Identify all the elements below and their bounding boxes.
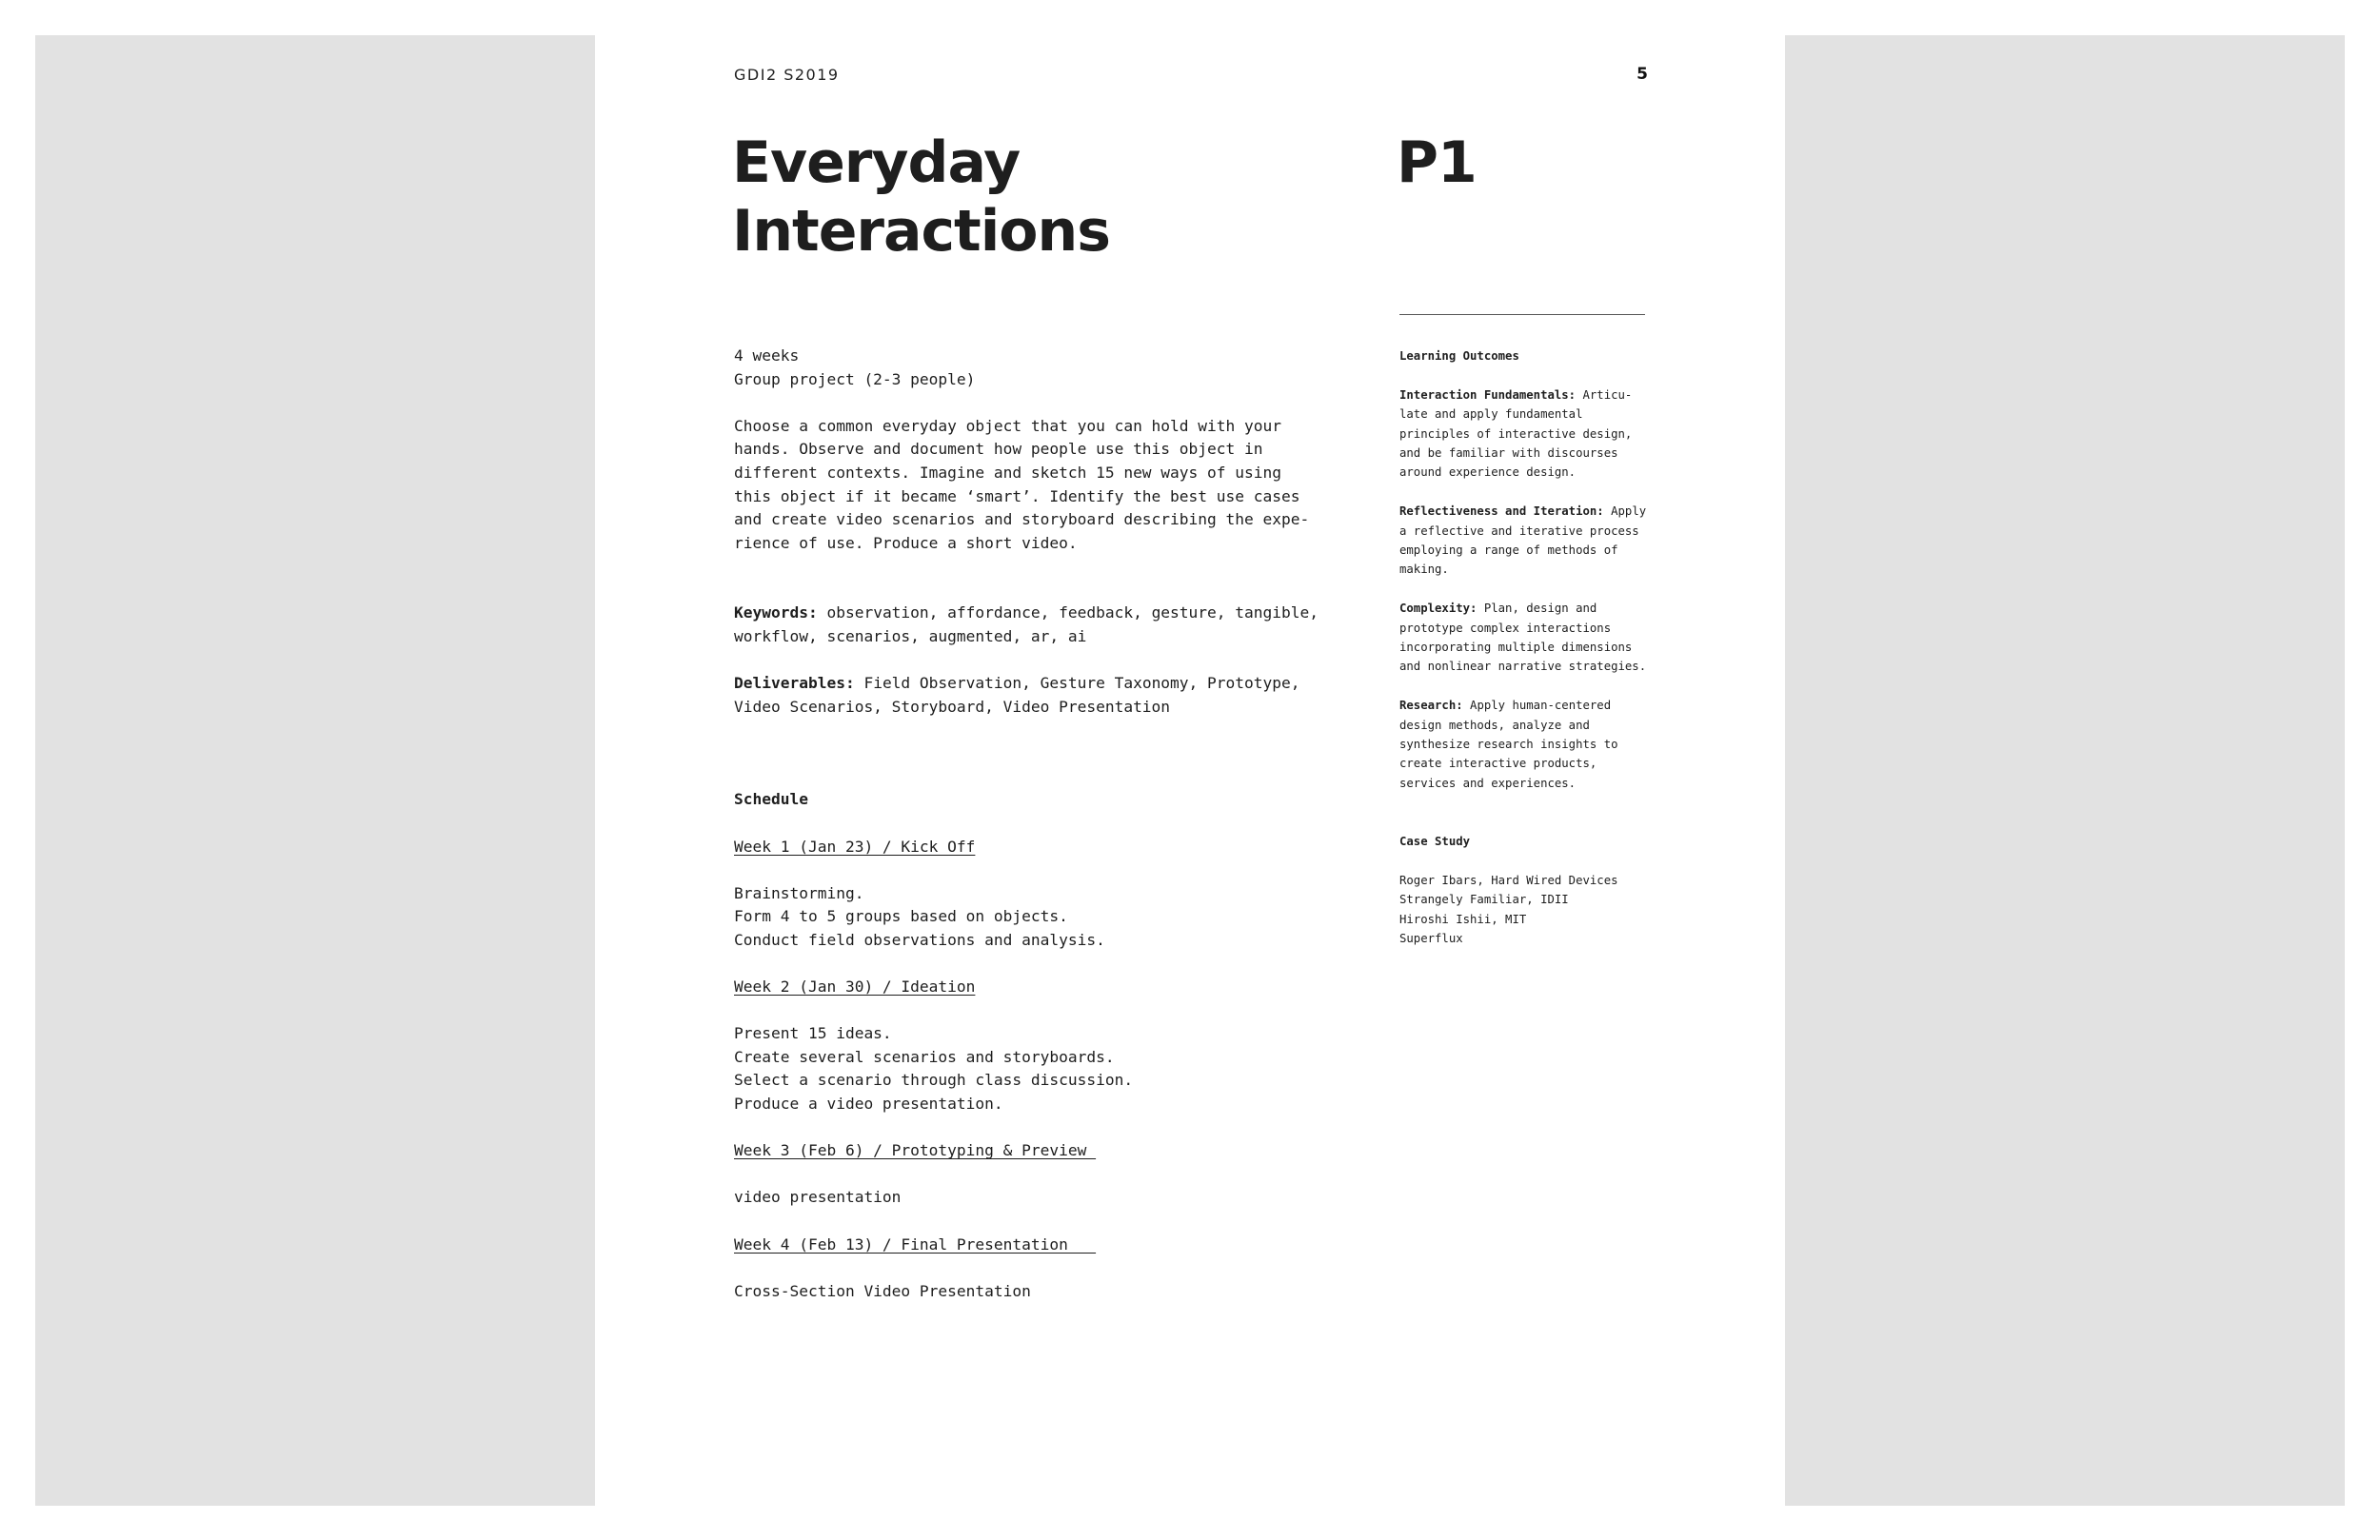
outcome-line: a reflective and iterative process [1399, 523, 1639, 538]
outcome-line: services and experiences. [1399, 776, 1577, 790]
week-2-item: Present 15 ideas. [734, 1024, 892, 1043]
schedule-heading: Schedule [734, 790, 808, 809]
duration: 4 weeks [734, 346, 800, 365]
keywords-label: Keywords: [734, 603, 818, 622]
week-1-item: Brainstorming. [734, 883, 864, 902]
running-head: GDI2 S2019 [734, 66, 840, 84]
description-line: different contexts. Imagine and sketch 15 new ways of using [734, 463, 1281, 482]
outcome-label: Research: [1399, 699, 1463, 713]
keywords-text: observation, affordance, feedback, gesture, tangible, [817, 603, 1319, 622]
keywords-block [734, 602, 1343, 648]
week-2-heading: Week 2 (Jan 30) / Ideation [734, 977, 976, 997]
deliverables-block [734, 672, 1343, 719]
project-code: P1 [1397, 129, 1477, 196]
page-number: 5 [1636, 65, 1648, 84]
project-title-line-2: Interactions [732, 198, 1110, 265]
week-4-heading: Week 4 (Feb 13) / Final Presentation [734, 1234, 1097, 1254]
project-title-line-1: Everyday [732, 129, 1021, 196]
outcome-research: Research: Apply human-centered design methods, analyze and synthesize research insights to create interactive products, services and experiences. [1399, 696, 1647, 793]
group-size: Group project (2-3 people) [734, 369, 976, 388]
project-title [732, 128, 1110, 266]
case-study-heading: Case Study [1399, 835, 1471, 849]
outcome-line: incorporating multiple dimensions [1399, 641, 1633, 655]
outcome-label: Interaction Fundamentals: [1399, 387, 1577, 402]
outcome-line: around experience design. [1399, 465, 1577, 480]
outcome-label: Complexity: [1399, 602, 1478, 616]
outcome-line: prototype complex interactions [1399, 621, 1612, 635]
case-study-item: Superflux [1399, 932, 1463, 946]
project-description [734, 415, 1343, 556]
keywords-text: workflow, scenarios, augmented, ar, ai [734, 626, 1087, 645]
description-line: and create video scenarios and storyboard describing the expe- [734, 510, 1310, 529]
outcome-complexity: Complexity: Plan, design and prototype complex interactions incorporating multiple dimensions and nonlinear narrative strategies. [1399, 599, 1647, 677]
description-line: rience of use. Produce a short video. [734, 533, 1078, 552]
outcome-line: principles of interactive design, [1399, 426, 1633, 441]
deliverables-text: Video Scenarios, Storyboard, Video Presentation [734, 697, 1171, 716]
outcome-line: design methods, analyze and [1399, 718, 1590, 732]
outcome-line: late and apply fundamental [1399, 407, 1583, 422]
week-1-item: Conduct field observations and analysis. [734, 930, 1105, 949]
outcome-label: Reflectiveness and Iteration: [1399, 504, 1604, 519]
outcome-line: making. [1399, 563, 1449, 577]
outcome-line: and nonlinear narrative strategies. [1399, 660, 1647, 674]
week-1-item: Form 4 to 5 groups based on objects. [734, 907, 1068, 926]
description-line: Choose a common everyday object that you can hold with your [734, 416, 1281, 435]
outcome-reflectiveness-and-iteration: Reflectiveness and Iteration: Apply a reflective and iterative process employing a range of methods of making. [1399, 502, 1647, 580]
deliverables-label: Deliverables: [734, 674, 855, 693]
week-4-item: Cross-Section Video Presentation [734, 1281, 1031, 1300]
week-3-heading: Week 3 (Feb 6) / Prototyping & Preview [734, 1141, 1097, 1160]
learning-outcomes-heading: Learning Outcomes [1399, 349, 1519, 363]
description-line: this object if it became ‘smart’. Identify the best use cases [734, 486, 1300, 505]
case-study-item: Roger Ibars, Hard Wired Devices [1399, 873, 1618, 887]
outcome-line: and be familiar with discourses [1399, 446, 1618, 461]
case-study-item: Hiroshi Ishii, MIT [1399, 912, 1527, 926]
case-study-item: Strangely Familiar, IDII [1399, 893, 1569, 907]
outcome-line: employing a range of methods of [1399, 543, 1618, 558]
main-column [734, 345, 1343, 1303]
outcome-line: synthesize research insights to [1399, 738, 1618, 752]
document-page [595, 35, 1785, 1506]
description-line: hands. Observe and document how people use this object in [734, 440, 1263, 459]
deliverables-text: Field Observation, Gesture Taxonomy, Prototype, [854, 674, 1300, 693]
sidebar-column [1399, 346, 1647, 948]
sidebar-divider [1399, 314, 1645, 315]
week-1-heading: Week 1 (Jan 23) / Kick Off [734, 837, 976, 856]
week-2-item: Create several scenarios and storyboards. [734, 1047, 1115, 1066]
week-3-item: video presentation [734, 1188, 902, 1207]
outcome-line: create interactive products, [1399, 757, 1597, 771]
week-2-item: Select a scenario through class discussion. [734, 1071, 1134, 1090]
outcome-interaction-fundamentals: Interaction Fundamentals: Articu- late and apply fundamental principles of interactive design, and be familiar with discourses around experience design. [1399, 385, 1647, 483]
week-2-item: Produce a video presentation. [734, 1095, 1003, 1114]
document-viewer-background [35, 35, 2345, 1506]
